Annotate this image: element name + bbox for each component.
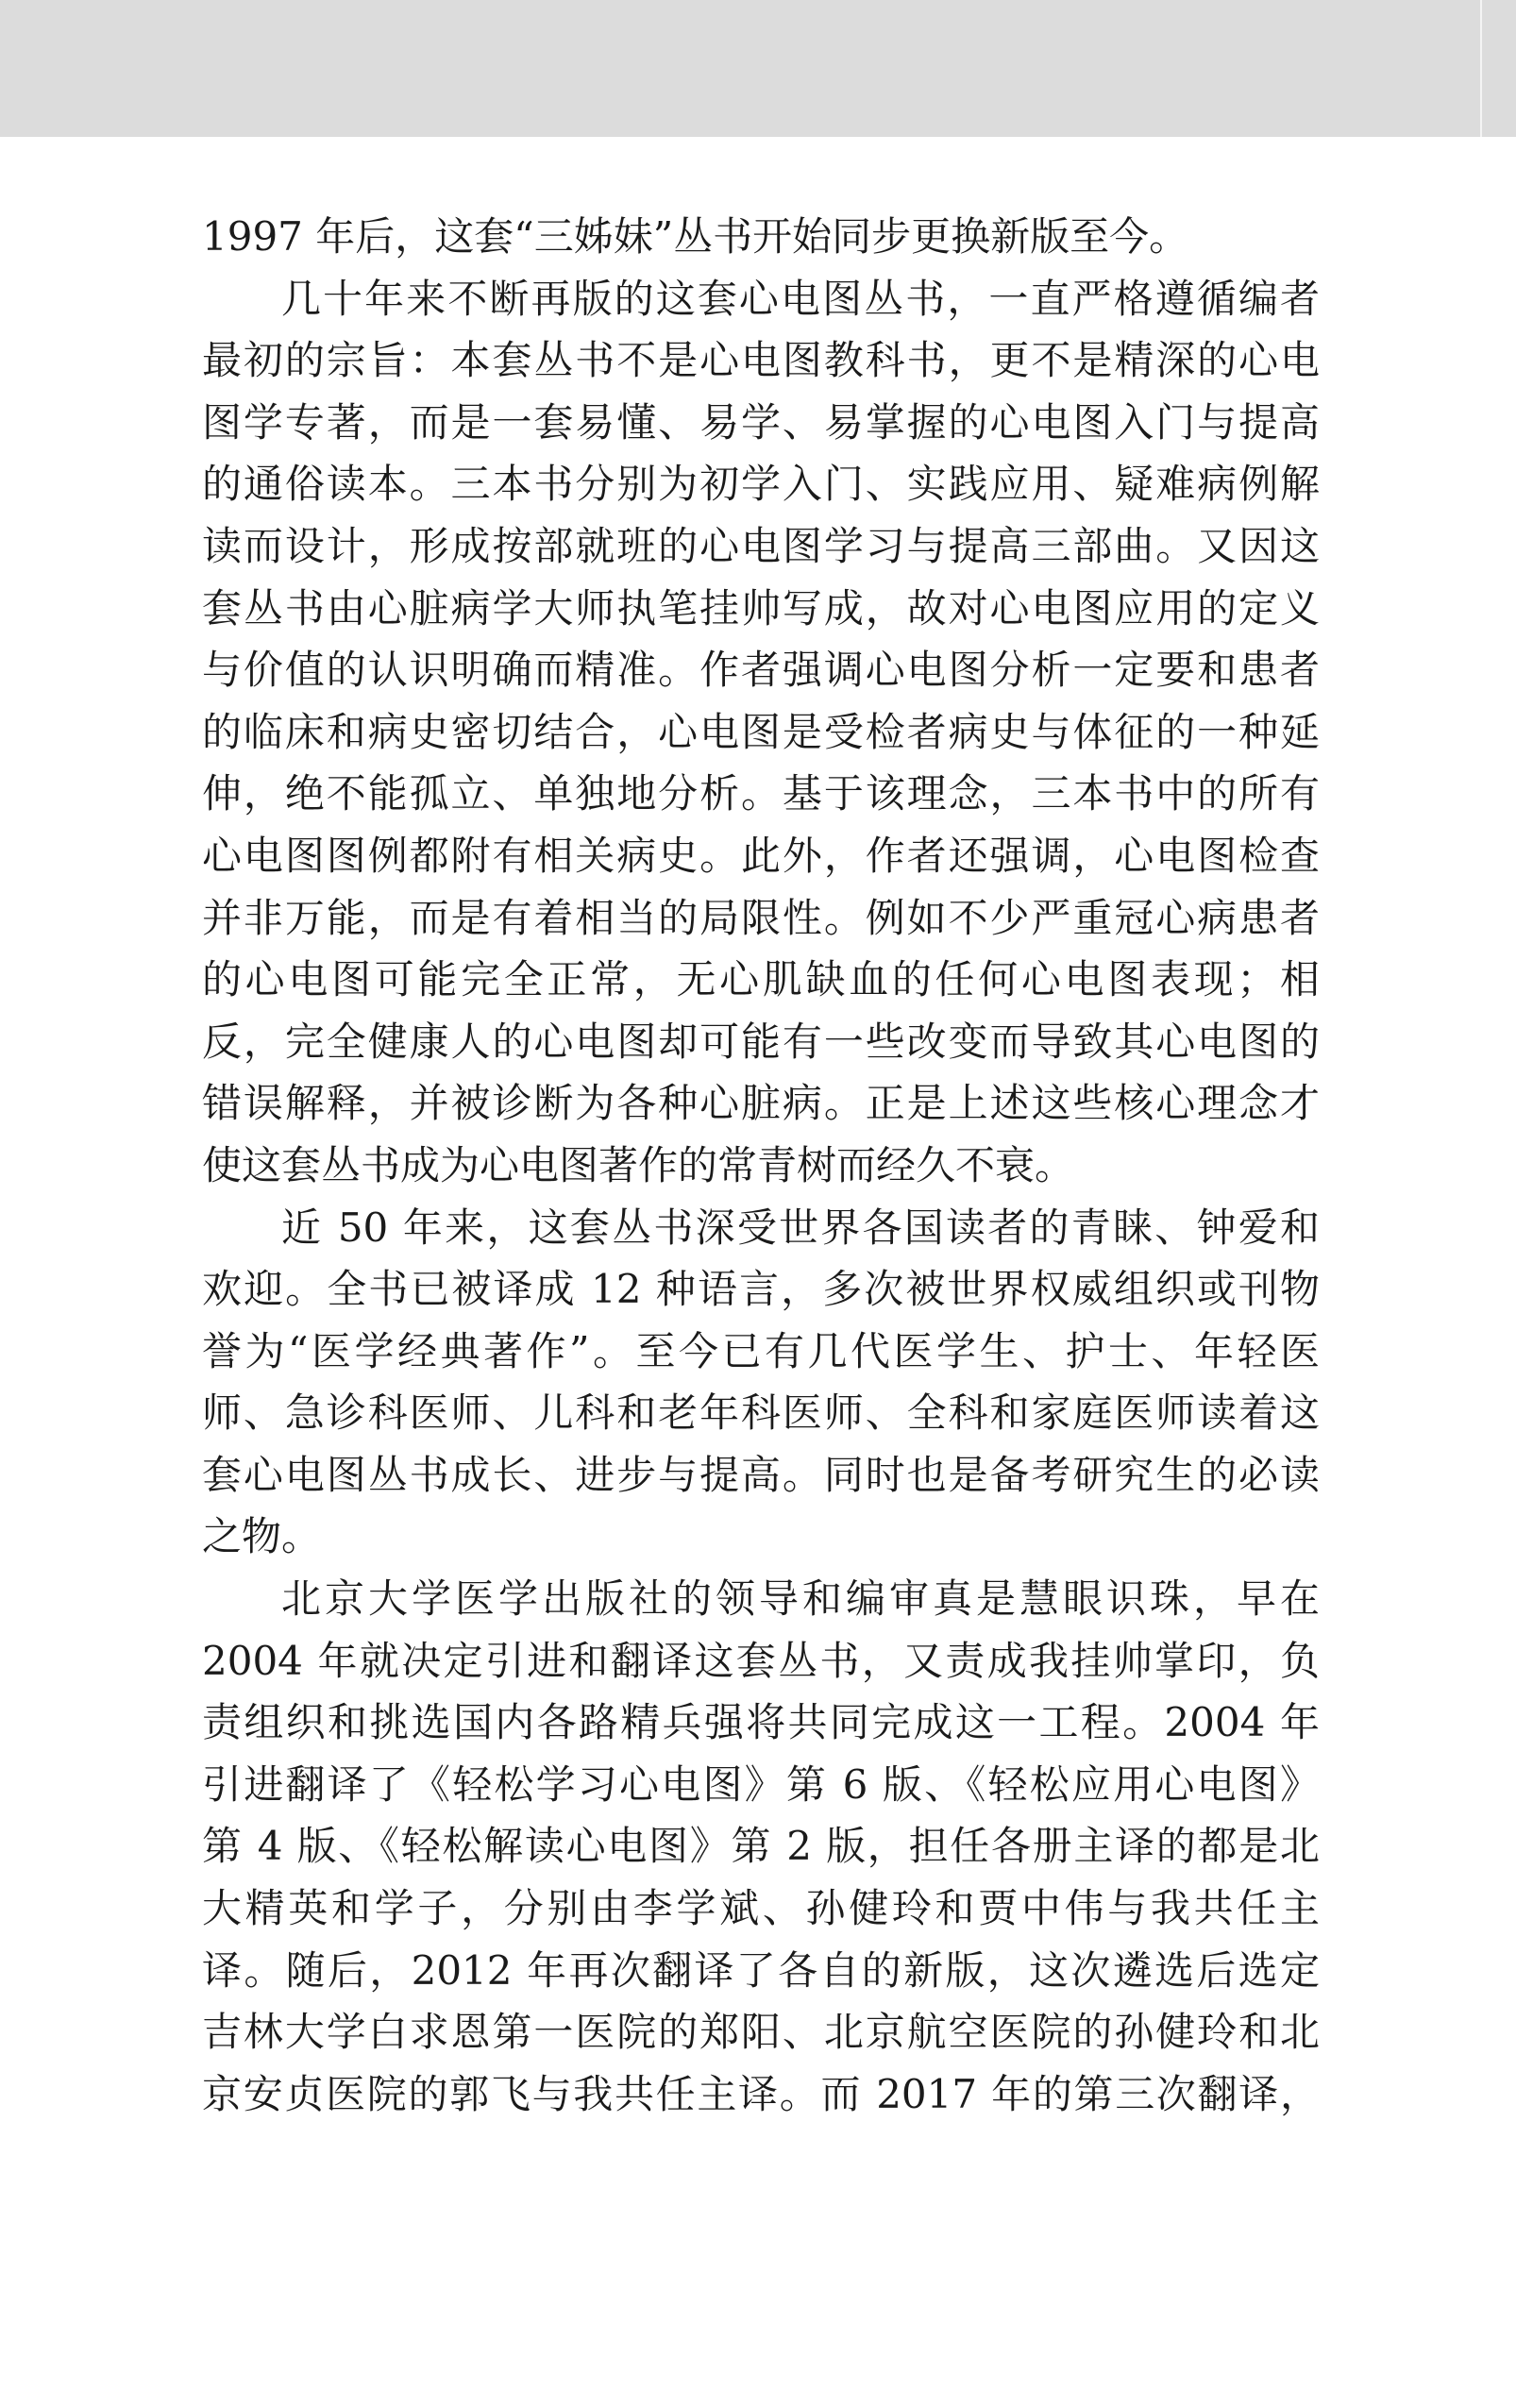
text-line: 最初的宗旨：本套丛书不是心电图教科书，更不是精深的心电 [202,337,1320,384]
text-line: 套丛书由心脏病学大师执笔挂帅写成，故对心电图应用的定义 [202,584,1320,631]
text-line: 的通俗读本。三本书分别为初学入门、实践应用、疑难病例解 [202,461,1320,508]
text-line: 伸，绝不能孤立、单独地分析。基于该理念，三本书中的所有 [202,770,1320,817]
paragraph [202,1197,1320,1569]
text-line: 责组织和挑选国内各路精兵强将共同完成这一工程。2004 年 [202,1699,1320,1746]
text-line: 图学专著，而是一套易懂、易学、易掌握的心电图入门与提高 [202,398,1320,446]
text-line: 错误解释，并被诊断为各种心脏病。正是上述这些核心理念才 [202,1080,1320,1127]
text-line: 之物。 [202,1513,322,1560]
text-line: 反，完全健康人的心电图却可能有一些改变而导致其心电图的 [202,1018,1320,1065]
text-line: 第 4 版、《轻松解读心电图》第 2 版，担任各册主译的都是北 [202,1823,1320,1870]
paragraph [202,206,1320,268]
text-line: 套心电图丛书成长、进步与提高。同时也是备考研究生的必读 [202,1451,1320,1498]
paragraph [202,268,1320,1197]
page-body [202,206,1320,2125]
text-line: 京安贞医院的郭飞与我共任主译。而 2017 年的第三次翻译， [202,2070,1320,2117]
text-line: 引进翻译了《轻松学习心电图》第 6 版、《轻松应用心电图》 [202,1760,1320,1808]
text-line: 使这套丛书成为心电图著作的常青树而经久不衰。 [202,1141,1075,1188]
text-line: 大精英和学子，分别由李学斌、孙健玲和贾中伟与我共任主 [202,1885,1320,1932]
text-line: 欢迎。全书已被译成 12 种语言，多次被世界权威组织或刊物 [202,1266,1320,1313]
top-bar [0,0,1516,137]
text-line: 吉林大学白求恩第一医院的郑阳、北京航空医院的孙健玲和北 [202,2009,1320,2056]
text-line: 北京大学医学出版社的领导和编审真是慧眼识珠，早在 [281,1575,1320,1623]
paragraph [202,1568,1320,2125]
text-line: 的心电图可能完全正常，无心肌缺血的任何心电图表现；相 [202,956,1320,1003]
text-line: 的临床和病史密切结合，心电图是受检者病史与体征的一种延 [202,708,1320,755]
text-line: 2004 年就决定引进和翻译这套丛书，又责成我挂帅掌印，负 [202,1637,1320,1684]
text-line: 师、急诊科医师、儿科和老年科医师、全科和家庭医师读着这 [202,1389,1320,1437]
text-line: 并非万能，而是有着相当的局限性。例如不少严重冠心病患者 [202,894,1320,941]
top-bar-divider [1480,0,1482,137]
text-line: 与价值的认识明确而精准。作者强调心电图分析一定要和患者 [202,647,1320,694]
text-line: 誉为“医学经典著作”。至今已有几代医学生、护士、年轻医 [202,1327,1320,1374]
text-line: 译。随后，2012 年再次翻译了各自的新版，这次遴选后选定 [202,1946,1320,1994]
text-line: 近 50 年来，这套丛书深受世界各国读者的青睐、钟爱和 [281,1204,1320,1251]
text-line: 读而设计，形成按部就班的心电图学习与提高三部曲。又因这 [202,522,1320,569]
text-line: 几十年来不断再版的这套心电图丛书，一直严格遵循编者 [281,275,1320,322]
text-line: 心电图图例都附有相关病史。此外，作者还强调，心电图检查 [202,832,1320,879]
text-line: 1997 年后，这套“三姊妹”丛书开始同步更换新版至今。 [202,213,1189,260]
